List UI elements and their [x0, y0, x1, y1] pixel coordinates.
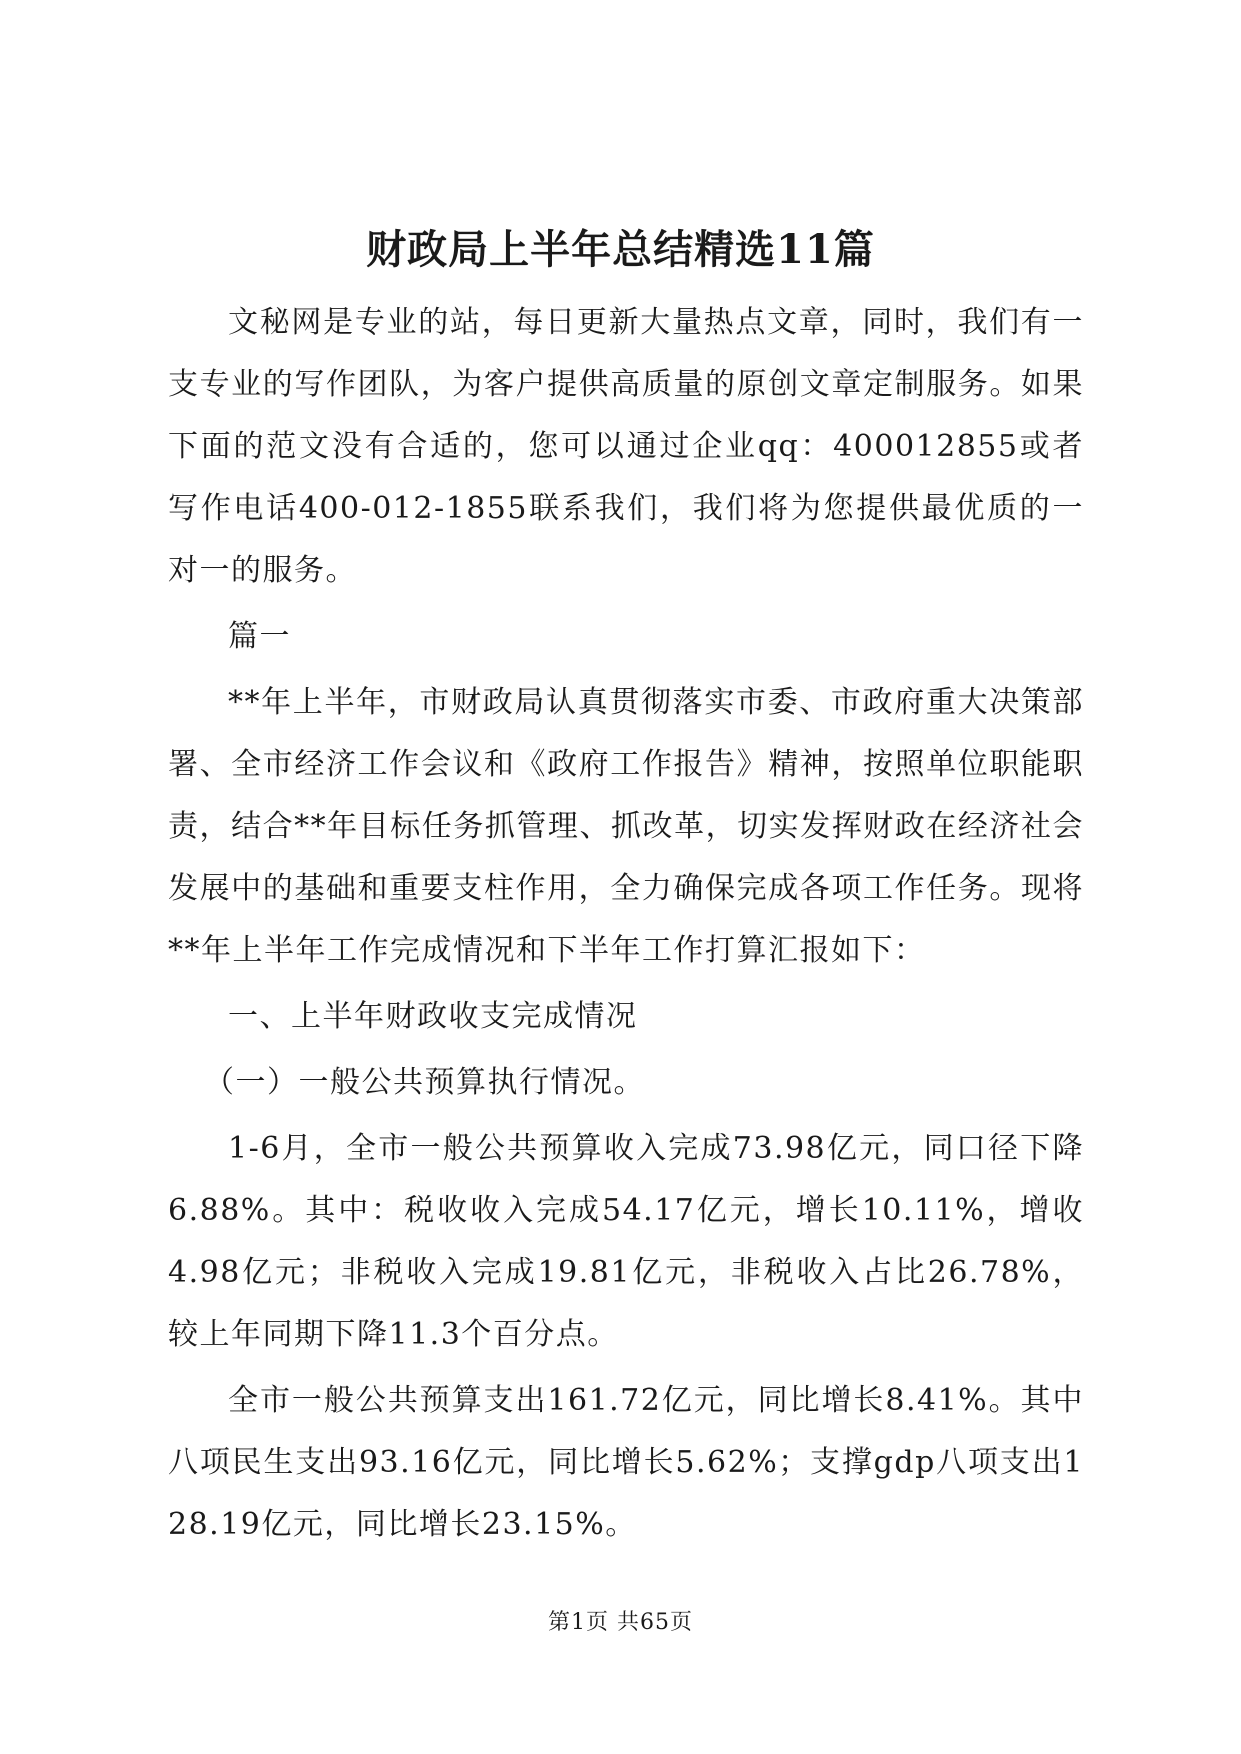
body-paragraph: **年上半年，市财政局认真贯彻落实市委、市政府重大决策部署、全市经济工作会议和《政府工作报告》精神，按照单位职能职责，结合**年目标任务抓管理、抓改革，切实发挥财政在经济社会发展中的基础和重要支柱作用，全力确保完成各项工作任务。现将**年上半年工作完成情况和下半年工作打算汇报如下： — [168, 685, 1084, 968]
section-heading: 一、上半年财政收支完成情况 — [228, 999, 638, 1034]
subsection-heading: （一）一般公共预算执行情况。 — [204, 1065, 645, 1100]
document-body — [168, 292, 1084, 1560]
page-number: 第1页 共65页 — [548, 1610, 693, 1635]
section-label: 篇一 — [228, 619, 291, 654]
body-paragraph: 1-6月，全市一般公共预算收入完成73.98亿元，同口径下降6.88%。其中：税收收入完成54.17亿元，增长10.11%，增收4.98亿元；非税收入完成19.81亿元，非税收入占比26.78%，较上年同期下降11.3个百分点。 — [168, 1131, 1084, 1352]
intro-paragraph: 文秘网是专业的站，每日更新大量热点文章，同时，我们有一支专业的写作团队，为客户提供高质量的原创文章定制服务。如果下面的范文没有合适的，您可以通过企业qq：400012855或者写作电话400-012-1855联系我们，我们将为您提供最优质的一对一的服务。 — [168, 305, 1084, 588]
document-title: 财政局上半年总结精选11篇 — [366, 226, 875, 273]
body-paragraph: 全市一般公共预算支出161.72亿元，同比增长8.41%。其中八项民生支出93.16亿元，同比增长5.62%；支撑gdp八项支出128.19亿元，同比增长23.15%。 — [168, 1383, 1084, 1542]
